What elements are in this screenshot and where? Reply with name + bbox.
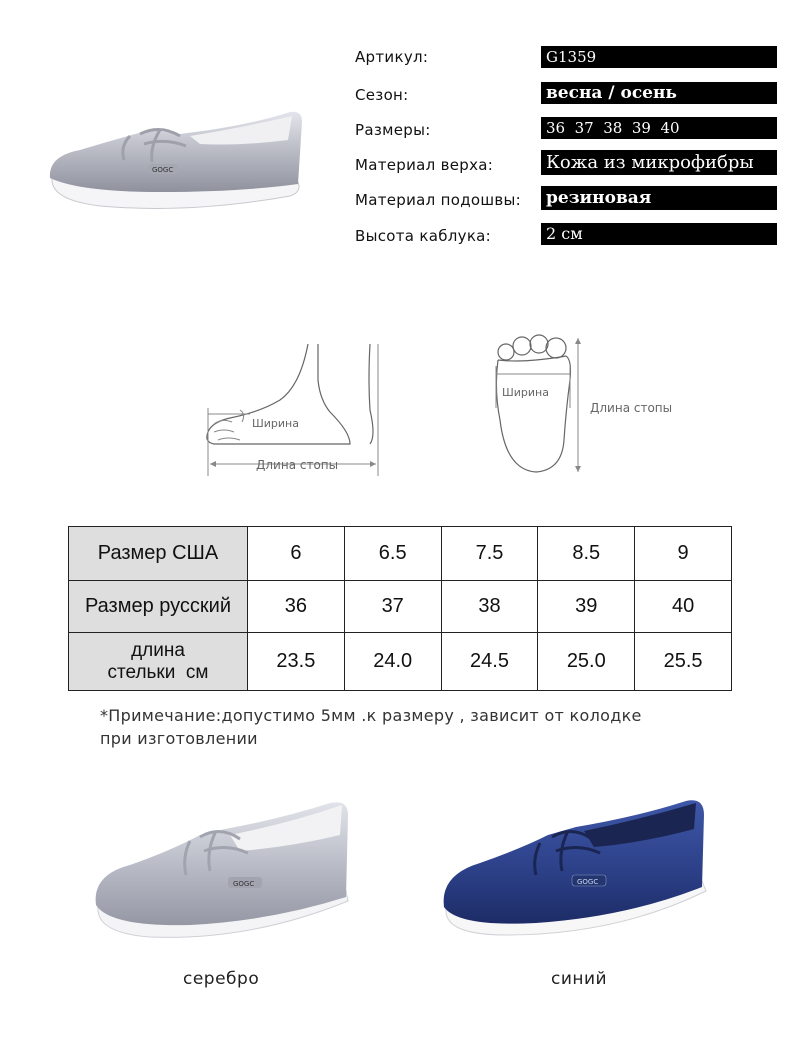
top-width-label: Ширина bbox=[502, 386, 549, 399]
silver-shoe-logo: GOGC bbox=[152, 166, 174, 174]
spec-label-article: Артикул: bbox=[355, 48, 429, 66]
foot-side-diagram bbox=[200, 340, 390, 480]
row-header-insole-length bbox=[69, 633, 248, 691]
table-cell: 37 bbox=[344, 581, 441, 633]
spec-value-article: G1359 bbox=[541, 46, 777, 68]
spec-label-sizes: Размеры: bbox=[355, 121, 431, 139]
row-header-ru-size: Размер русский bbox=[69, 581, 248, 633]
table-cell: 24.0 bbox=[344, 633, 441, 691]
blue-color-caption: синий bbox=[551, 969, 608, 989]
blue-shoe-variant-image bbox=[436, 795, 716, 945]
table-cell: 24.5 bbox=[441, 633, 538, 691]
spec-value-sole-material: резиновая bbox=[541, 186, 777, 210]
table-cell: 6 bbox=[248, 527, 345, 581]
silver-shoe-image bbox=[40, 100, 310, 220]
table-cell: 40 bbox=[635, 581, 732, 633]
foot-top-diagram bbox=[486, 330, 696, 480]
table-row bbox=[69, 633, 732, 691]
table-cell: 8.5 bbox=[538, 527, 635, 581]
table-row bbox=[69, 527, 732, 581]
spec-label-upper-material: Материал верха: bbox=[355, 156, 494, 174]
table-cell: 7.5 bbox=[441, 527, 538, 581]
blue-variant-logo: GOGC bbox=[577, 878, 599, 886]
spec-value-upper-material: Кожа из микрофибры bbox=[541, 150, 777, 175]
silver-shoe-variant-image bbox=[90, 795, 360, 945]
table-cell: 9 bbox=[635, 527, 732, 581]
table-cell: 6.5 bbox=[344, 527, 441, 581]
size-note bbox=[100, 704, 740, 750]
insole-header-line2: стельки см bbox=[107, 661, 209, 683]
spec-label-season: Сезон: bbox=[355, 86, 409, 104]
top-length-label: Длина стопы bbox=[590, 401, 673, 415]
spec-value-heel-height: 2 см bbox=[541, 223, 777, 245]
spec-value-sizes: 36 37 38 39 40 bbox=[541, 117, 777, 139]
note-line-2: при изготовлении bbox=[100, 729, 258, 748]
spec-label-heel-height: Высота каблука: bbox=[355, 227, 492, 245]
silver-variant-logo: GOGC bbox=[233, 880, 255, 888]
silver-color-caption: серебро bbox=[183, 969, 260, 989]
spec-label-sole-material: Материал подошвы: bbox=[355, 191, 522, 209]
table-cell: 38 bbox=[441, 581, 538, 633]
table-cell: 36 bbox=[248, 581, 345, 633]
spec-value-season: весна / осень bbox=[541, 82, 777, 104]
side-width-label: Ширина bbox=[252, 417, 299, 430]
table-cell: 25.0 bbox=[538, 633, 635, 691]
table-row bbox=[69, 581, 732, 633]
size-table bbox=[68, 526, 732, 691]
insole-header-line1: длина bbox=[131, 639, 185, 661]
row-header-us-size: Размер США bbox=[69, 527, 248, 581]
note-line-1: *Примечание:допустимо 5мм .к размеру , зависит от колодке bbox=[100, 706, 642, 725]
table-cell: 25.5 bbox=[635, 633, 732, 691]
table-cell: 23.5 bbox=[248, 633, 345, 691]
table-cell: 39 bbox=[538, 581, 635, 633]
side-length-label: Длина стопы bbox=[256, 458, 339, 472]
